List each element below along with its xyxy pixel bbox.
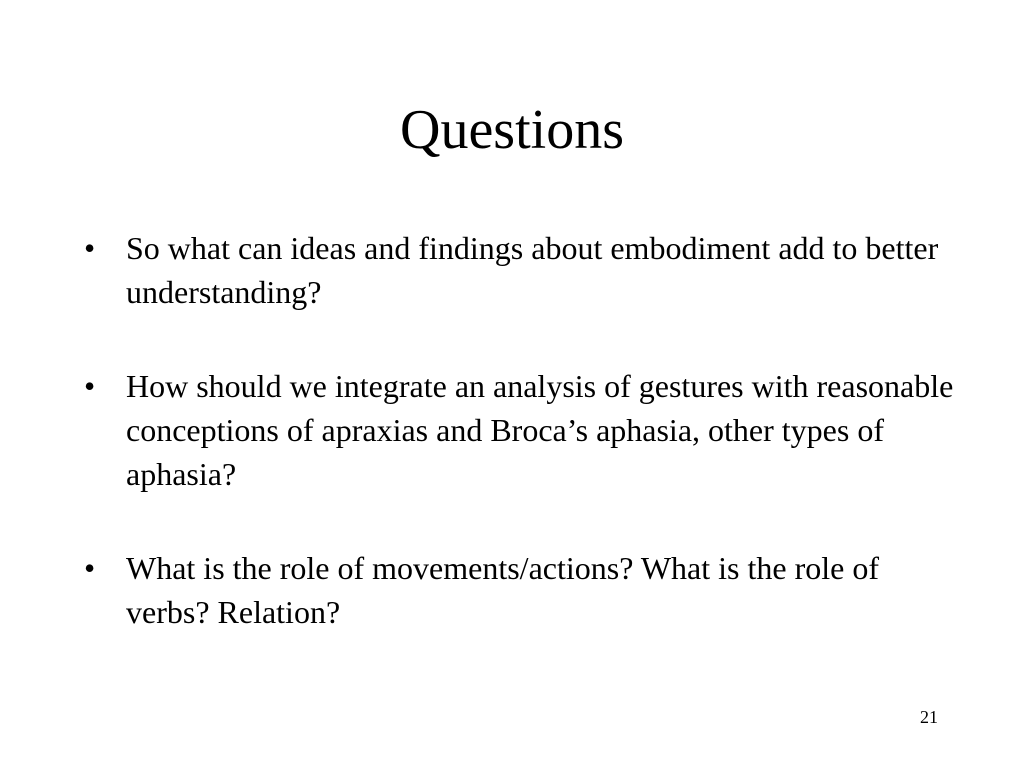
bullet-text: How should we integrate an analysis of gestures with reasonable conceptions of apraxias and Broca’s aphasia, other types of aphasia? [126, 368, 954, 492]
bullet-list [84, 226, 954, 634]
bullet-item [84, 546, 954, 634]
bullet-dot-icon: • [84, 550, 96, 586]
bullet-dot-icon: • [84, 368, 96, 404]
bullet-dot-icon: • [84, 230, 96, 266]
bullet-item [84, 226, 954, 314]
slide-title: Questions [400, 99, 624, 161]
bullet-text: So what can ideas and findings about embodiment add to better understanding? [126, 230, 939, 310]
bullet-item [84, 364, 954, 496]
bullet-text: What is the role of movements/actions? What is the role of verbs? Relation? [126, 550, 879, 630]
slide-number: 21 [920, 707, 938, 727]
